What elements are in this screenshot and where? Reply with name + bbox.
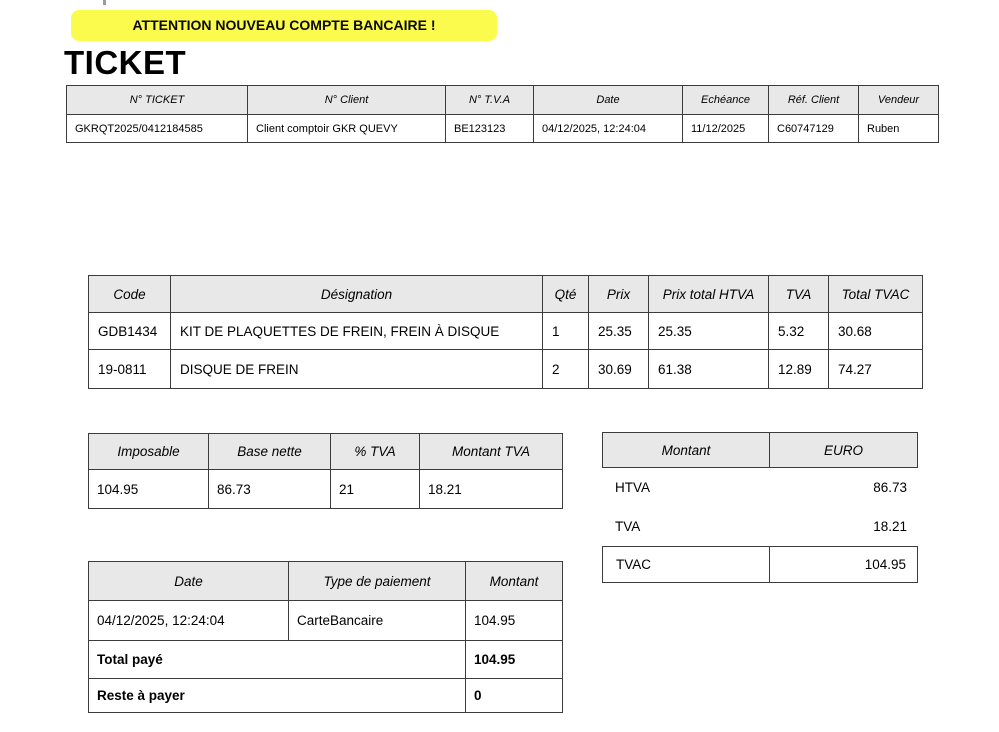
info-header-row [67,86,939,115]
item-code: GDB1434 [89,313,171,350]
payments-total-value: 104.95 [466,641,563,679]
item-total-excl-vat: 25.35 [649,313,769,350]
vat-header-rate: % TVA [331,434,420,470]
totals-row-tva [602,507,918,546]
info-data-row [67,115,939,143]
totals-header-euro: EURO [823,442,863,458]
payment-row [89,601,563,641]
item-total-incl-vat: 74.27 [829,350,923,389]
payment-amount: 104.95 [466,601,563,641]
vat-header-amount: Montant TVA [420,434,563,470]
payments-header-row [89,562,563,601]
payments-header-type: Type de paiement [289,562,466,601]
vat-header-row [89,434,563,470]
payments-table [88,561,563,713]
payments-remaining-value: 0 [466,679,563,713]
vat-data-row [89,470,563,509]
vat-amount: 18.21 [420,470,563,509]
item-designation: KIT DE PLAQUETTES DE FREIN, FREIN À DISQUE [171,313,543,350]
item-qty: 1 [543,313,589,350]
totals-htva-label: HTVA [615,480,651,495]
payments-total-row [89,641,563,679]
payments-header-amount: Montant [466,562,563,601]
payment-type: CarteBancaire [289,601,466,641]
payments-remaining-label: Reste à payer [89,679,466,713]
bank-account-alert-banner [71,10,497,41]
info-header-seller: Vendeur [859,86,939,115]
payments-remaining-row [89,679,563,713]
ticket-info-table [66,85,939,143]
totals-tvac-value: 104.95 [864,557,906,572]
item-total-excl-vat: 61.38 [649,350,769,389]
info-client-number: Client comptoir GKR QUEVY [248,115,446,143]
items-header-price: Prix [589,276,649,313]
vat-rate: 21 [331,470,420,509]
info-vat-number: BE123123 [446,115,534,143]
item-vat: 5.32 [769,313,829,350]
items-header-vat: TVA [769,276,829,313]
item-code: 19-0811 [89,350,171,389]
totals-header-amount: Montant [603,433,770,467]
items-header-total-excl-vat: Prix total HTVA [649,276,769,313]
items-header-designation: Désignation [171,276,543,313]
item-row [89,313,923,350]
totals-tva-label: TVA [615,519,641,534]
totals-tvac-label: TVAC [603,547,770,582]
item-vat: 12.89 [769,350,829,389]
totals-row-htva [602,468,918,507]
info-date: 04/12/2025, 12:24:04 [534,115,683,143]
info-header-date: Date [534,86,683,115]
bank-account-alert-text: ATTENTION NOUVEAU COMPTE BANCAIRE ! [132,17,436,33]
totals-htva-value: 86.73 [873,480,907,495]
items-header-row [89,276,923,313]
info-header-client-ref: Réf. Client [769,86,859,115]
info-seller: Ruben [859,115,939,143]
info-due-date: 11/12/2025 [683,115,769,143]
info-header-ticket-number: N° TICKET [67,86,248,115]
page-title: TICKET [64,44,187,81]
vat-taxable: 104.95 [89,470,209,509]
payment-date: 04/12/2025, 12:24:04 [89,601,289,641]
info-header-due-date: Echéance [683,86,769,115]
item-row [89,350,923,389]
vat-header-net-base: Base nette [209,434,331,470]
totals-row-tvac [602,546,918,583]
line-items-table [88,275,923,389]
info-header-vat-number: N° T.V.A [446,86,534,115]
info-header-client-number: N° Client [248,86,446,115]
totals-header-row [602,432,918,468]
totals-summary [602,432,918,583]
item-qty: 2 [543,350,589,389]
info-client-ref: C60747129 [769,115,859,143]
totals-tva-value: 18.21 [873,519,907,534]
vat-breakdown-table [88,433,563,509]
payments-header-date: Date [89,562,289,601]
payments-total-label: Total payé [89,641,466,679]
item-designation: DISQUE DE FREIN [171,350,543,389]
items-header-qty: Qté [543,276,589,313]
vat-net-base: 86.73 [209,470,331,509]
page-crop-artifact [103,0,106,5]
item-total-incl-vat: 30.68 [829,313,923,350]
items-header-code: Code [89,276,171,313]
info-ticket-number: GKRQT2025/0412184585 [67,115,248,143]
item-price: 25.35 [589,313,649,350]
items-header-total-incl-vat: Total TVAC [829,276,923,313]
vat-header-taxable: Imposable [89,434,209,470]
item-price: 30.69 [589,350,649,389]
